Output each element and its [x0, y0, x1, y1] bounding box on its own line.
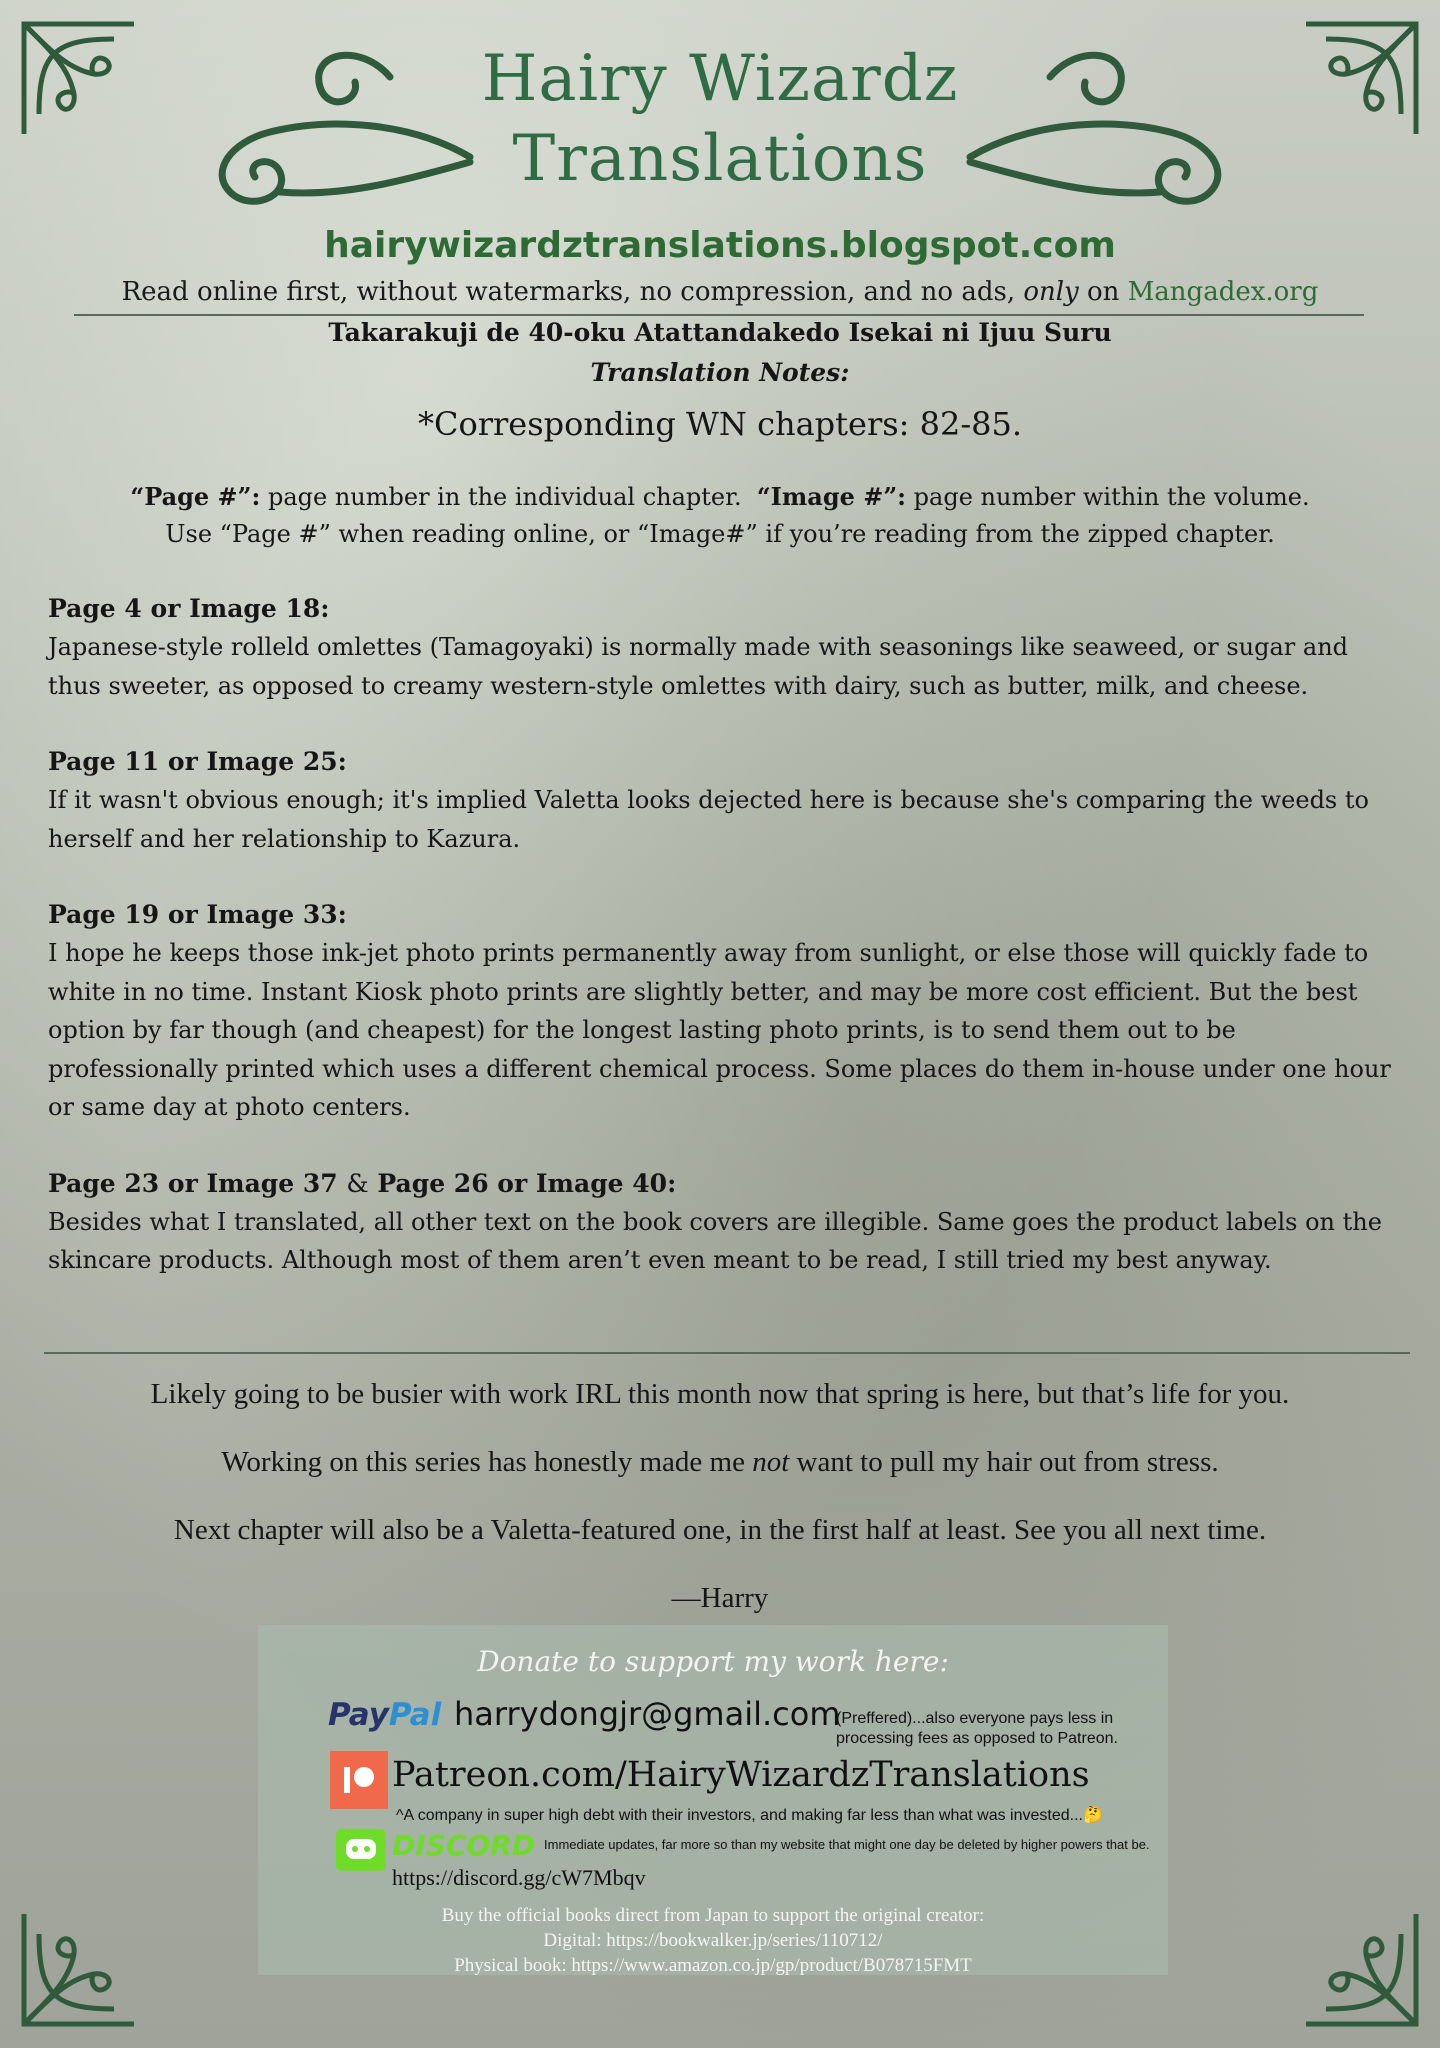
divider-top — [74, 314, 1364, 316]
divider-bottom — [44, 1352, 1410, 1354]
page-image-legend — [0, 478, 1440, 553]
closing-line-3: Next chapter will also be a Valetta-featured one, in the first half at least. See you all next time. — [173, 1514, 1267, 1546]
note-heading-amp: & — [346, 1168, 369, 1198]
legend-line-1 — [0, 478, 1440, 516]
read-online-text: Read online first, without watermarks, no compression, and no ads, — [121, 277, 1016, 307]
paypal-note: (Preffered)...also everyone pays less in processing fees as opposed to Patreon. — [836, 1710, 1118, 1747]
note-heading: Page 11 or Image 25: — [48, 747, 347, 776]
note-item — [48, 896, 1408, 1127]
legend-image-label: “Image #”: — [756, 482, 907, 511]
read-online-only: only — [1023, 277, 1079, 307]
note-body: If it wasn't obvious enough; it's implied Valetta looks dejected here is because she's comparing the weeds to herself and her relationship to Kazura. — [48, 786, 1369, 853]
note-heading-part-a: Page 23 or Image 37 — [48, 1168, 338, 1198]
note-heading: Page 4 or Image 18: — [48, 594, 330, 623]
donate-panel — [258, 1625, 1168, 1975]
buy-official-books — [258, 1903, 1168, 1978]
patreon-link[interactable]: Patreon.com/HairyWizardzTranslations — [392, 1755, 1090, 1795]
discord-logo: DISCORD — [392, 1829, 535, 1862]
note-body: I hope he keeps those ink-jet photo prints permanently away from sunlight, or else those will quickly fade to white in no time. Instant Kiosk photo prints are slightly better, and may be more cost efficient. But the best option by far though (and cheapest) for the longest lasting photo prints, is to send them out to be professionally printed which uses a different chemical process. Some places do them in-house under one hour or same day at photo centers. — [48, 939, 1391, 1121]
blog-url[interactable]: hairywizardztranslations.blogspot.com — [324, 225, 1116, 266]
discord-icon — [336, 1829, 386, 1871]
closing-line-2-emphasis: not — [752, 1446, 790, 1478]
mangadex-link[interactable]: Mangadex.org — [1127, 277, 1319, 307]
paypal-email[interactable]: harrydongjr@gmail.com — [454, 1695, 841, 1733]
discord-link[interactable]: https://discord.gg/cW7Mbqv — [392, 1865, 646, 1890]
corner-ornament-top-right — [1296, 14, 1426, 144]
corner-ornament-top-left — [14, 14, 144, 144]
legend-page-text: page number in the individual chapter. — [267, 483, 742, 511]
title-line-2: Translations — [512, 122, 928, 196]
closing-line-1: Likely going to be busier with work IRL this month now that spring is here, but that’s life for you. — [150, 1378, 1290, 1410]
legend-line-2: Use “Page #” when reading online, or “Image#” if you’re reading from the zipped chapter. — [165, 520, 1275, 548]
logo-title — [210, 22, 1230, 222]
read-online-note — [0, 277, 1440, 307]
notes-title: Translation Notes: — [590, 358, 850, 387]
legend-page-label: “Page #”: — [130, 482, 261, 511]
buy-line-1: Buy the official books direct from Japan to support the original creator: — [441, 1905, 985, 1926]
note-body: Japanese-style rolleld omlettes (Tamagoyaki) is normally made with seasonings like seaweed, or sugar and thus sweeter, as opposed to creamy western-style omlettes with dairy, such as butter, milk, and cheese. — [48, 633, 1349, 700]
closing-line-2-pre: Working on this series has honestly made me — [221, 1446, 745, 1478]
patreon-note: ^A company in super high debt with their investors, and making far less than what was invested...🤔 — [396, 1807, 1103, 1824]
note-item — [48, 743, 1408, 858]
corner-ornament-bottom-left — [14, 1904, 144, 2034]
note-heading-part-b: Page 26 or Image 40: — [377, 1168, 677, 1198]
legend-image-text: page number within the volume. — [913, 483, 1310, 511]
title-line-1: Hairy Wizardz — [481, 42, 959, 116]
wn-chapters: *Corresponding WN chapters: 82-85. — [417, 405, 1023, 443]
note-heading — [48, 1165, 1408, 1203]
corner-ornament-bottom-right — [1296, 1904, 1426, 2034]
donate-title: Donate to support my work here: — [477, 1645, 949, 1678]
closing-line-2 — [0, 1438, 1440, 1506]
translation-notes — [48, 590, 1408, 1318]
note-item — [48, 590, 1408, 705]
note-item — [48, 1165, 1408, 1280]
note-body: Besides what I translated, all other text on the book covers are illegible. Same goes the product labels on the skincare products. Although most of them aren’t even meant to be read, I still tried my best anyway. — [48, 1207, 1382, 1274]
signature: —Harry — [671, 1582, 769, 1614]
bookwalker-link[interactable]: Digital: https://bookwalker.jp/series/110712/ — [543, 1930, 883, 1951]
note-heading: Page 19 or Image 33: — [48, 900, 347, 929]
discord-note: Immediate updates, far more so than my website that might one day be deleted by higher powers that be. — [544, 1837, 1150, 1852]
read-online-on: on — [1087, 277, 1120, 307]
closing-message — [0, 1370, 1440, 1624]
paypal-logo: PayPal — [328, 1697, 442, 1733]
amazon-link[interactable]: Physical book: https://www.amazon.co.jp/gp/product/B078715FMT — [454, 1955, 972, 1976]
patreon-icon — [330, 1751, 388, 1809]
closing-line-2-post: want to pull my hair out from stress. — [796, 1446, 1219, 1478]
series-title: Takarakuji de 40-oku Atattandakedo Isekai ni Ijuu Suru — [328, 318, 1112, 347]
